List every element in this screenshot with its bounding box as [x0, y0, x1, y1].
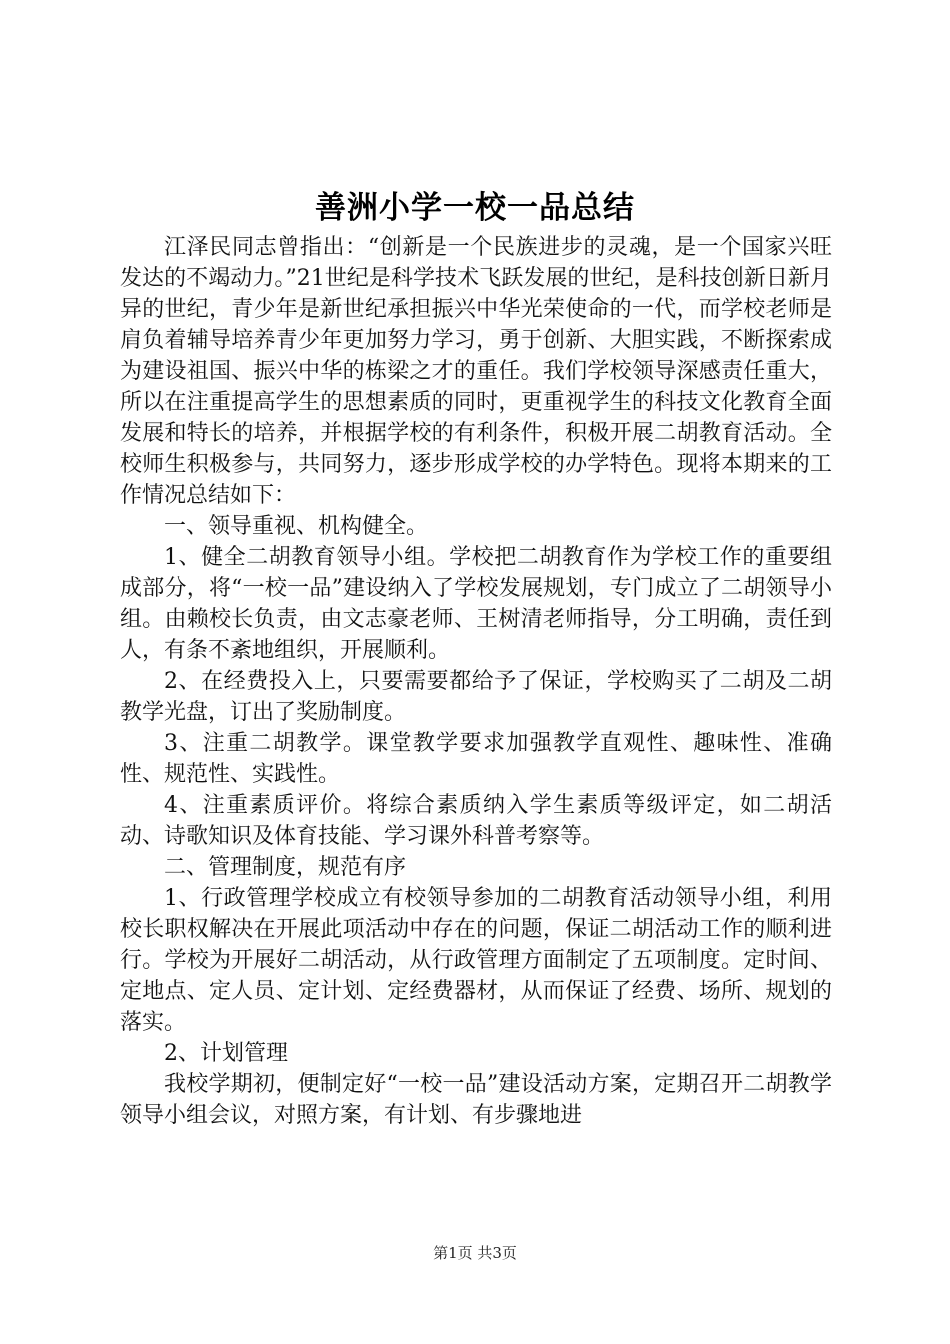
paragraph: 4、注重素质评价。将综合素质纳入学生素质等级评定，如二胡活动、诗歌知识及体育技能、学习课外科普考察等。 [120, 793, 832, 849]
section-heading: 一、领导重视、机构健全。 [164, 514, 429, 539]
page-footer: 第1页 共3页 [433, 1244, 517, 1262]
document-title: 善洲小学一校一品总结 [315, 190, 635, 226]
paragraph: 3、注重二胡教学。课堂教学要求加强教学直观性、趣味性、准确性、规范性、实践性。 [120, 731, 832, 787]
section-heading: 二、管理制度，规范有序 [164, 855, 407, 880]
paragraph: 江泽民同志曾指出：“创新是一个民族进步的灵魂，是一个国家兴旺发达的不竭动力。”21世纪是科学技术飞跃发展的世纪，是科技创新日新月异的世纪，青少年是新世纪承担振兴中华光荣使命的一代，而学校老师是肩负着辅导培养青少年更加努力学习，勇于创新、大胆实践，不断探索成为建设祖国、振兴中华的栋梁之才的重任。我们学校领导深感责任重大，所以在注重提高学生的思想素质的同时，更重视学生的科技文化教育全面发展和特长的培养，并根据学校的有利条件，积极开展二胡教育活动。全校师生积极参与，共同努力，逐步形成学校的办学特色。现将本期来的工作情况总结如下： [120, 235, 832, 508]
paragraph: 2、在经费投入上，只要需要都给予了保证，学校购买了二胡及二胡教学光盘，订出了奖励制度。 [120, 669, 832, 725]
paragraph: 1、行政管理学校成立有校领导参加的二胡教育活动领导小组，利用校长职权解决在开展此项活动中存在的问题，保证二胡活动工作的顺利进行。学校为开展好二胡活动，从行政管理方面制定了五项制度。定时间、定地点、定人员、定计划、定经费器材，从而保证了经费、场所、规划的落实。 [120, 886, 832, 1035]
paragraph: 我校学期初，便制定好“一校一品”建设活动方案，定期召开二胡教学领导小组会议，对照方案，有计划、有步骤地进 [120, 1072, 832, 1128]
document-body [120, 232, 832, 1131]
paragraph: 1、健全二胡教育领导小组。学校把二胡教育作为学校工作的重要组成部分，将“一校一品”建设纳入了学校发展规划，专门成立了二胡领导小组。由赖校长负责，由文志豪老师、王树清老师指导，分工明确，责任到人，有条不紊地组织，开展顺利。 [120, 545, 832, 663]
subsection-heading: 2、计划管理 [164, 1041, 288, 1066]
